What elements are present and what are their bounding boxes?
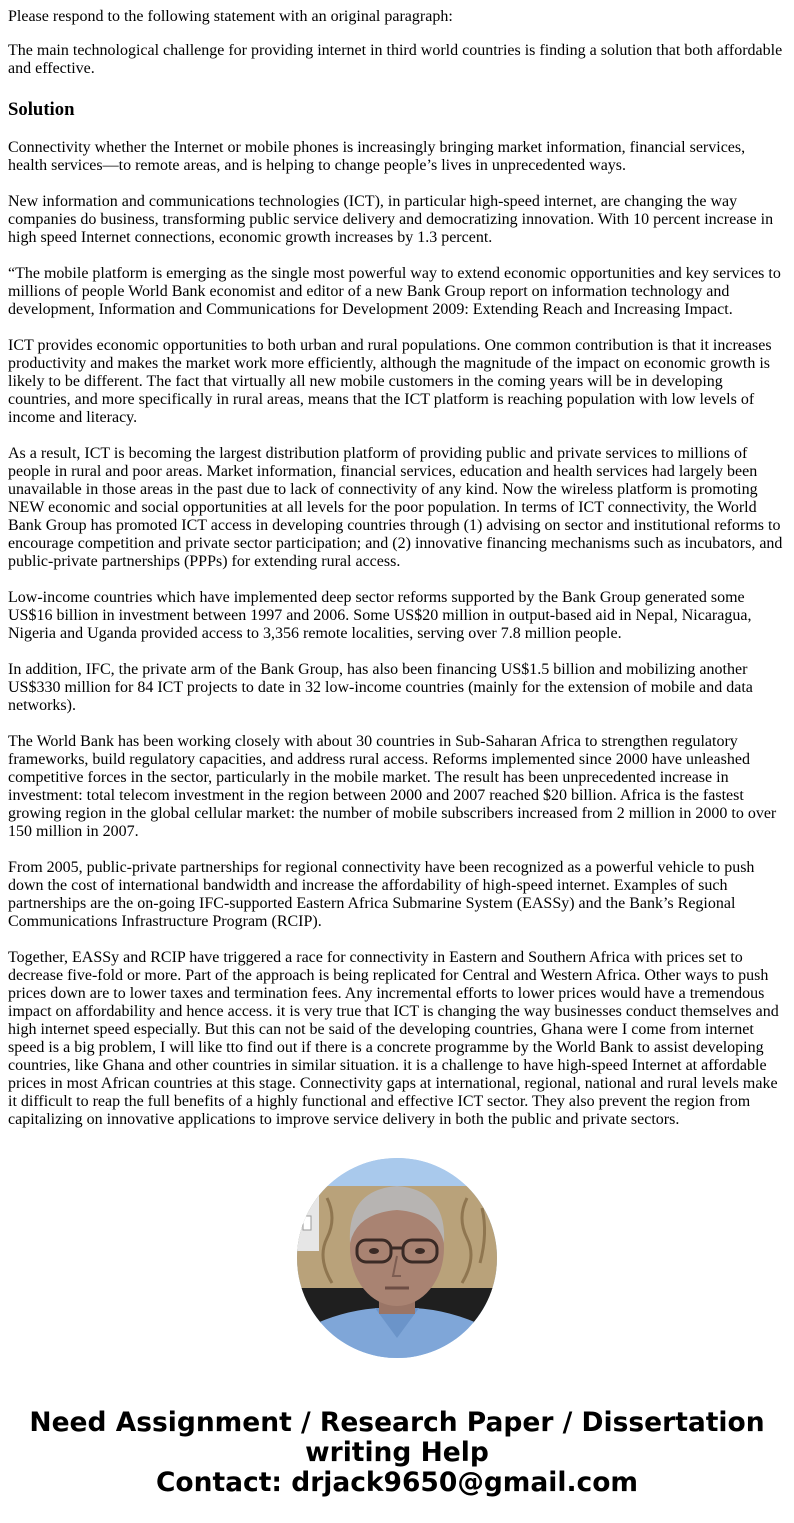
solution-paragraph: Low-income countries which have implemented deep sector reforms supported by the Bank Group generated some US$16 billion in investment between 1997 and 2006. Some US$20 million in output-based aid in Nepal, Nicaragua, Nigeria and Uganda provided access to 3,356 remote localities, serving over 7.8 million people. bbox=[8, 589, 752, 642]
solution-paragraph: New information and communications technologies (ICT), in particular high-speed internet, are changing the way companies do business, transforming public service delivery and democratizing innovation. With 10 percent increase in high speed Internet connections, economic growth increases by 1.3 percent. bbox=[8, 193, 774, 246]
solution-heading: Solution bbox=[8, 99, 75, 120]
solution-paragraph: The World Bank has been working closely with about 30 countries in Sub-Saharan Africa to strengthen regulatory frameworks, build regulatory capacities, and address rural access. Reforms implemented since 2000 have unleashed competitive forces in the sector, particularly in the mobile market. The result has been unprecedented increase in investment: total telecom investment in the region between 2000 and 2007 reached $20 billion. Africa is the fastest growing region in the global cellular market: the number of mobile subscribers increased from 2 million in 2000 to over 150 million in 2007. bbox=[8, 733, 777, 840]
promo-contact-email: Contact: drjack9650@gmail.com bbox=[155, 1467, 639, 1498]
promo-line-2: writing Help bbox=[305, 1437, 489, 1468]
solution-paragraph: Connectivity whether the Internet or mobile phones is increasingly bringing market information, financial services, health services—to remote areas, and is helping to change people’s lives in unprecedented ways. bbox=[8, 139, 746, 174]
prompt-instruction: Please respond to the following statement with an original paragraph: bbox=[8, 8, 453, 25]
person-portrait-icon bbox=[297, 1158, 497, 1358]
solution-paragraph: In addition, IFC, the private arm of the Bank Group, has also been financing US$1.5 billion and mobilizing another US$330 million for 84 ICT projects to date in 32 low-income countries (mainly for the extension of mobile and data networks). bbox=[8, 661, 753, 714]
author-portrait bbox=[297, 1158, 497, 1358]
solution-paragraph: ICT provides economic opportunities to both urban and rural populations. One common contribution is that it increases productivity and makes the market work more efficiently, although the magnitude of the impact on economic growth is likely to be different. The fact that virtually all new mobile customers in the coming years will be in developing countries, and more specifically in rural areas, means that the ICT platform is reaching population with low levels of income and literacy. bbox=[8, 337, 772, 426]
solution-paragraph: “The mobile platform is emerging as the single most powerful way to extend economic opportunities and key services to millions of people World Bank economist and editor of a new Bank Group report on information technology and development, Information and Communications for Development 2009: Extending Reach and Increasing Impact. bbox=[8, 265, 781, 318]
solution-paragraph: Together, EASSy and RCIP have triggered a race for connectivity in Eastern and Southern Africa with prices set to decrease five-fold or more. Part of the approach is being replicated for Central and Western Africa. Other ways to push prices down are to lower taxes and termination fees. Any incremental efforts to lower prices would have a tremendous impact on affordability and hence access. it is very true that ICT is changing the way businesses conduct themselves and high internet speed especially. But this can not be said of the developing countries, Ghana were I come from internet speed is a big problem, I will like tto find out if there is a concrete programme by the World Bank to assist developing countries, like Ghana and other countries in similar situation. it is a challenge to have high-speed Internet at affordable prices in most African countries at this stage. Connectivity gaps at international, regional, national and rural levels make it difficult to reap the full benefits of a highly functional and effective ICT sector. They also prevent the region from capitalizing on innovative applications to improve service delivery in both the public and private sectors. bbox=[8, 949, 779, 1128]
promo-line-1: Need Assignment / Research Paper / Dissertation bbox=[29, 1407, 765, 1438]
portrait-container bbox=[0, 1158, 794, 1358]
promo-banner bbox=[0, 1408, 794, 1498]
solution-paragraph: From 2005, public-private partnerships for regional connectivity have been recognized as a powerful vehicle to push down the cost of international bandwidth and increase the affordability of high-speed internet. Examples of such partnerships are the on-going IFC-supported Eastern Africa Submarine System (EASSy) and the Bank’s Regional Communications Infrastructure Program (RCIP). bbox=[8, 859, 755, 930]
solution-paragraph: As a result, ICT is becoming the largest distribution platform of providing public and private services to millions of people in rural and poor areas. Market information, financial services, education and health services had largely been unavailable in those areas in the past due to lack of connectivity of any kind. Now the wireless platform is promoting NEW economic and social opportunities at all levels for the poor population. In terms of ICT connectivity, the World Bank Group has promoted ICT access in developing countries through (1) advising on sector and institutional reforms to encourage competition and private sector participation; and (2) innovative financing mechanisms such as incubators, and public-private partnerships (PPPs) for extending rural access. bbox=[8, 445, 783, 570]
prompt-statement: The main technological challenge for providing internet in third world countries is finding a solution that both affordable and effective. bbox=[8, 42, 783, 77]
